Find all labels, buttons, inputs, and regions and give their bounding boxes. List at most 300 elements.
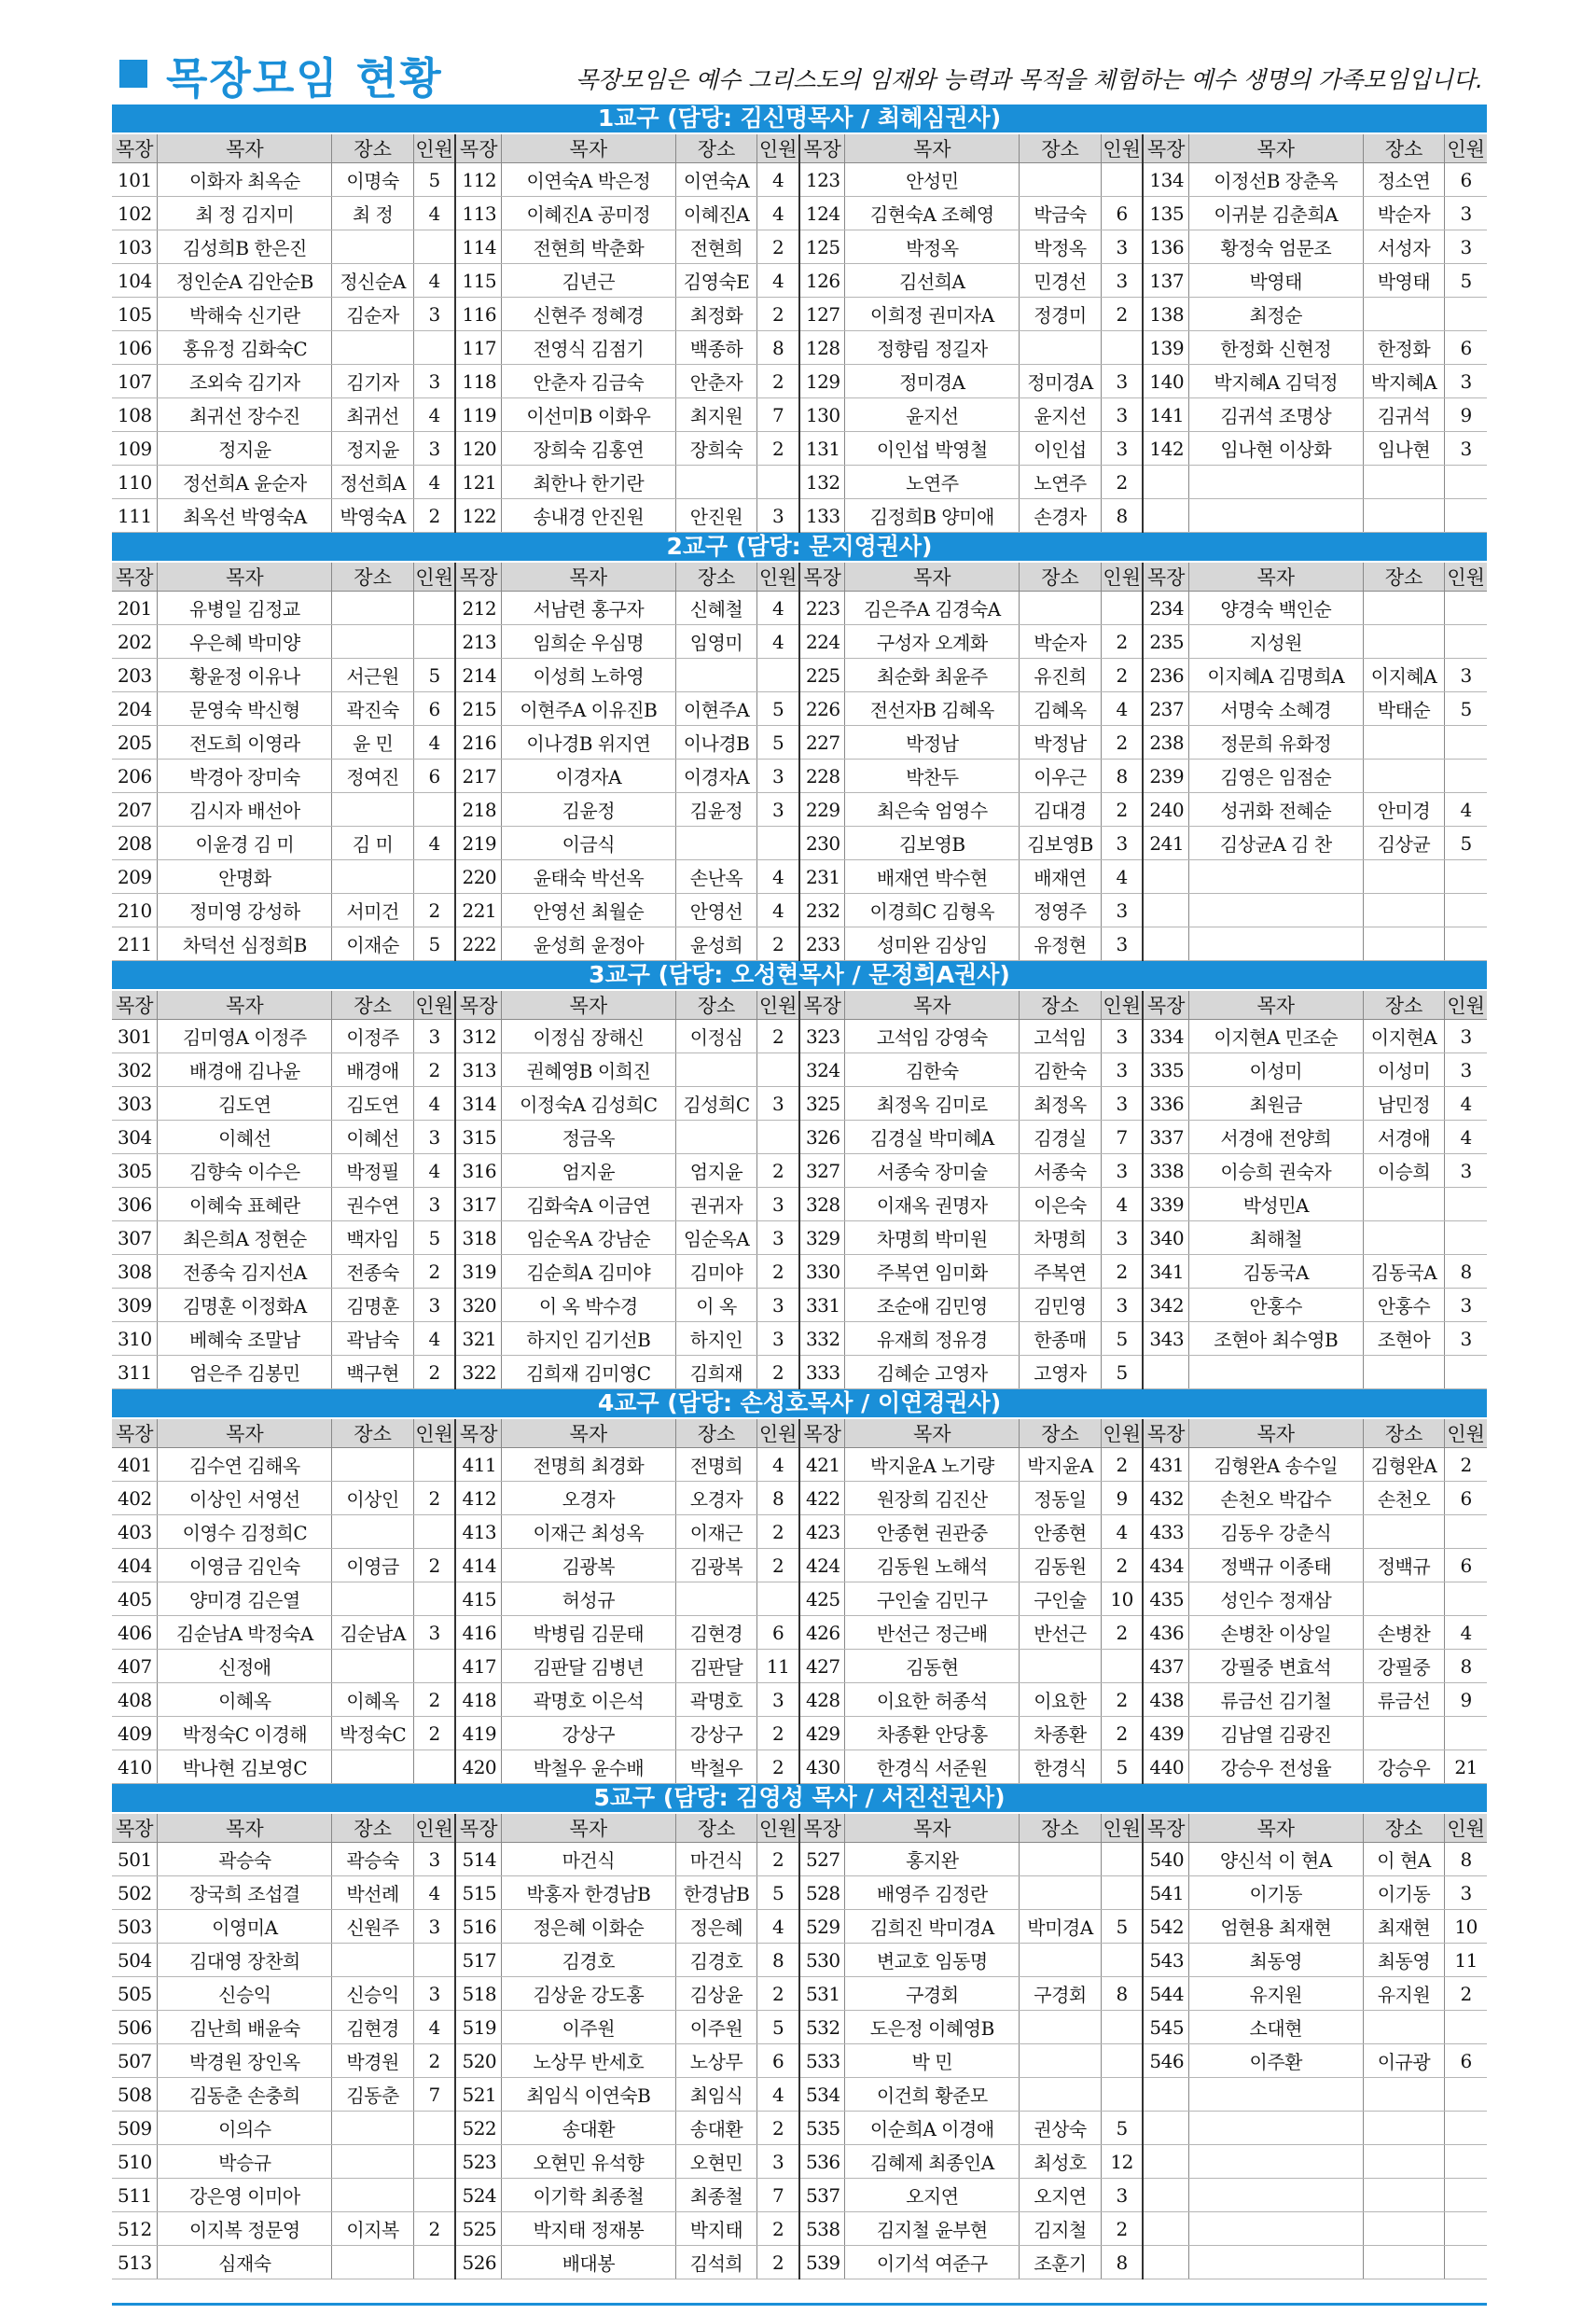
group-number: 531 bbox=[799, 1977, 845, 2011]
leader-names: 우은혜 박미양 bbox=[158, 625, 332, 659]
member-count: 4 bbox=[757, 625, 799, 659]
column-header: 목장 bbox=[799, 134, 845, 163]
leader-names: 박찬두 bbox=[845, 760, 1020, 793]
group-number: 110 bbox=[112, 466, 158, 499]
leader-names: 최귀선 장수진 bbox=[158, 398, 332, 432]
meeting-place: 김광복 bbox=[675, 1549, 757, 1582]
leader-names: 이성희 노하영 bbox=[501, 659, 675, 692]
meeting-place: 이은숙 bbox=[1020, 1188, 1102, 1221]
leader-names: 김상윤 강도홍 bbox=[501, 1977, 675, 2011]
meeting-place: 강상구 bbox=[675, 1717, 757, 1750]
table-row bbox=[112, 230, 1487, 264]
meeting-place: 박정남 bbox=[1020, 726, 1102, 760]
group-number: 241 bbox=[1143, 827, 1188, 860]
meeting-place: 남민정 bbox=[1363, 1087, 1445, 1121]
meeting-place: 이정심 bbox=[675, 1020, 757, 1053]
group-number: 416 bbox=[455, 1616, 501, 1650]
leader-names: 김동우 강춘식 bbox=[1188, 1515, 1363, 1549]
group-number: 519 bbox=[455, 2011, 501, 2044]
meeting-place: 조훈기 bbox=[1020, 2246, 1102, 2279]
leader-names: 손천오 박갑수 bbox=[1188, 1482, 1363, 1515]
leader-names: 정인순A 김안순B bbox=[158, 264, 332, 298]
group-number: 112 bbox=[455, 163, 501, 197]
group-number: 221 bbox=[455, 894, 501, 927]
meeting-place bbox=[332, 2145, 414, 2179]
column-header: 목장 bbox=[455, 134, 501, 163]
leader-names: 강은영 이미아 bbox=[158, 2179, 332, 2212]
meeting-place: 김지철 bbox=[1020, 2212, 1102, 2246]
meeting-place: 전종숙 bbox=[332, 1255, 414, 1289]
group-number: 432 bbox=[1143, 1482, 1188, 1515]
group-number bbox=[1143, 2246, 1188, 2279]
leader-names: 이정심 장해신 bbox=[501, 1020, 675, 1053]
parish-banner: 2교구 (담당: 문지영권사) bbox=[112, 533, 1487, 563]
parish-section bbox=[112, 1784, 1487, 2279]
member-count: 3 bbox=[1101, 264, 1143, 298]
member-count: 2 bbox=[757, 1750, 799, 1784]
leader-names bbox=[1188, 466, 1363, 499]
group-number: 411 bbox=[455, 1448, 501, 1482]
group-number: 216 bbox=[455, 726, 501, 760]
meeting-place: 박정필 bbox=[332, 1154, 414, 1188]
meeting-place: 노연주 bbox=[1020, 466, 1102, 499]
member-count: 2 bbox=[1101, 1448, 1143, 1482]
group-number: 422 bbox=[799, 1482, 845, 1515]
group-number: 239 bbox=[1143, 760, 1188, 793]
meeting-place: 정지윤 bbox=[332, 432, 414, 466]
group-number: 139 bbox=[1143, 331, 1188, 365]
member-count: 8 bbox=[1101, 499, 1143, 533]
meeting-place bbox=[332, 2179, 414, 2212]
member-count bbox=[1445, 1356, 1487, 1389]
group-number: 507 bbox=[112, 2044, 158, 2078]
leader-names: 안종현 권관중 bbox=[845, 1515, 1020, 1549]
leader-names: 안영선 최월순 bbox=[501, 894, 675, 927]
leader-names: 김순남A 박정숙A bbox=[158, 1616, 332, 1650]
leader-names: 박지태 정재봉 bbox=[501, 2212, 675, 2246]
member-count: 8 bbox=[1101, 1977, 1143, 2011]
member-count: 3 bbox=[413, 1289, 455, 1322]
leader-names: 노상무 반세호 bbox=[501, 2044, 675, 2078]
member-count: 2 bbox=[413, 1717, 455, 1750]
group-number: 213 bbox=[455, 625, 501, 659]
member-count: 2 bbox=[1101, 1616, 1143, 1650]
member-count: 6 bbox=[413, 692, 455, 726]
meeting-place bbox=[1363, 2179, 1445, 2212]
leader-names: 이혜선 bbox=[158, 1121, 332, 1154]
group-number: 401 bbox=[112, 1448, 158, 1482]
member-count: 2 bbox=[757, 1549, 799, 1582]
member-count: 4 bbox=[1445, 793, 1487, 827]
group-number: 312 bbox=[455, 1020, 501, 1053]
group-number: 111 bbox=[112, 499, 158, 533]
leader-names: 마건식 bbox=[501, 1843, 675, 1876]
meeting-place: 서근원 bbox=[332, 659, 414, 692]
leader-names: 김귀석 조명상 bbox=[1188, 398, 1363, 432]
member-count: 5 bbox=[1445, 692, 1487, 726]
table-header-row bbox=[112, 1419, 1487, 1448]
column-header: 목장 bbox=[1143, 1814, 1188, 1843]
table-row bbox=[112, 499, 1487, 533]
leader-names bbox=[1188, 2179, 1363, 2212]
leader-names: 이재옥 권명자 bbox=[845, 1188, 1020, 1221]
column-header: 인원 bbox=[1101, 563, 1143, 592]
group-number: 205 bbox=[112, 726, 158, 760]
group-number: 130 bbox=[799, 398, 845, 432]
group-number: 544 bbox=[1143, 1977, 1188, 2011]
member-count: 3 bbox=[1101, 432, 1143, 466]
group-number: 121 bbox=[455, 466, 501, 499]
table-row bbox=[112, 1356, 1487, 1389]
group-number: 113 bbox=[455, 197, 501, 230]
meeting-place bbox=[675, 827, 757, 860]
member-count: 3 bbox=[413, 298, 455, 331]
leader-names: 지성원 bbox=[1188, 625, 1363, 659]
meeting-place: 정백규 bbox=[1363, 1549, 1445, 1582]
group-number: 308 bbox=[112, 1255, 158, 1289]
leader-names: 이기학 최종철 bbox=[501, 2179, 675, 2212]
group-number: 527 bbox=[799, 1843, 845, 1876]
leader-names: 조순애 김민영 bbox=[845, 1289, 1020, 1322]
member-count: 3 bbox=[757, 1322, 799, 1356]
group-number bbox=[1143, 1356, 1188, 1389]
leader-names: 성인수 정재삼 bbox=[1188, 1582, 1363, 1616]
group-number: 220 bbox=[455, 860, 501, 894]
group-number: 209 bbox=[112, 860, 158, 894]
meeting-place bbox=[1363, 860, 1445, 894]
meeting-place: 이재근 bbox=[675, 1515, 757, 1549]
leader-names: 차명희 박미원 bbox=[845, 1221, 1020, 1255]
member-count bbox=[1101, 163, 1143, 197]
parish-section bbox=[112, 1389, 1487, 1784]
member-count bbox=[1445, 760, 1487, 793]
leader-names: 김한숙 bbox=[845, 1053, 1020, 1087]
leader-names: 오경자 bbox=[501, 1482, 675, 1515]
leader-names: 안명화 bbox=[158, 860, 332, 894]
group-number bbox=[1143, 860, 1188, 894]
member-count: 2 bbox=[757, 2246, 799, 2279]
member-count: 2 bbox=[757, 298, 799, 331]
meeting-place: 고석임 bbox=[1020, 1020, 1102, 1053]
meeting-place: 김경호 bbox=[675, 1944, 757, 1977]
meeting-place bbox=[1363, 1717, 1445, 1750]
member-count: 8 bbox=[757, 1944, 799, 1977]
table-row bbox=[112, 625, 1487, 659]
meeting-place: 윤지선 bbox=[1020, 398, 1102, 432]
column-header: 목자 bbox=[845, 1419, 1020, 1448]
column-header: 인원 bbox=[757, 134, 799, 163]
column-header: 인원 bbox=[757, 1814, 799, 1843]
column-header: 목자 bbox=[501, 991, 675, 1020]
column-header: 장소 bbox=[332, 134, 414, 163]
column-header: 인원 bbox=[1101, 1814, 1143, 1843]
table-row bbox=[112, 1221, 1487, 1255]
member-count bbox=[1445, 2011, 1487, 2044]
group-number: 522 bbox=[455, 2112, 501, 2145]
leader-names: 이정숙A 김성희C bbox=[501, 1087, 675, 1121]
meeting-place: 김도연 bbox=[332, 1087, 414, 1121]
member-count bbox=[1101, 2078, 1143, 2112]
group-number: 132 bbox=[799, 466, 845, 499]
meeting-place: 장희숙 bbox=[675, 432, 757, 466]
leader-names: 이재근 최성옥 bbox=[501, 1515, 675, 1549]
column-header: 장소 bbox=[1363, 991, 1445, 1020]
column-header: 장소 bbox=[1020, 1419, 1102, 1448]
leader-names bbox=[1188, 2246, 1363, 2279]
meeting-place bbox=[1020, 1650, 1102, 1683]
member-count: 3 bbox=[1101, 1053, 1143, 1087]
meeting-place bbox=[332, 1582, 414, 1616]
group-number: 431 bbox=[1143, 1448, 1188, 1482]
leader-names: 김동국A bbox=[1188, 1255, 1363, 1289]
group-number: 545 bbox=[1143, 2011, 1188, 2044]
leader-names: 이희정 권미자A bbox=[845, 298, 1020, 331]
group-number: 228 bbox=[799, 760, 845, 793]
table-row bbox=[112, 1876, 1487, 1910]
leader-names: 김선희A bbox=[845, 264, 1020, 298]
group-number: 439 bbox=[1143, 1717, 1188, 1750]
leader-names: 고석임 강영숙 bbox=[845, 1020, 1020, 1053]
member-count bbox=[1101, 1876, 1143, 1910]
member-count: 4 bbox=[757, 163, 799, 197]
leader-names: 김혜제 최종인A bbox=[845, 2145, 1020, 2179]
leader-names: 이귀분 김춘희A bbox=[1188, 197, 1363, 230]
meeting-place bbox=[675, 659, 757, 692]
member-count: 11 bbox=[757, 1650, 799, 1683]
group-number: 525 bbox=[455, 2212, 501, 2246]
member-count: 7 bbox=[757, 2179, 799, 2212]
meeting-place: 김형완A bbox=[1363, 1448, 1445, 1482]
leader-names: 홍지완 bbox=[845, 1843, 1020, 1876]
member-count: 2 bbox=[1101, 726, 1143, 760]
meeting-place bbox=[1363, 2212, 1445, 2246]
column-header: 장소 bbox=[332, 563, 414, 592]
member-count: 2 bbox=[413, 894, 455, 927]
member-count: 3 bbox=[757, 1221, 799, 1255]
group-number: 332 bbox=[799, 1322, 845, 1356]
member-count bbox=[413, 1650, 455, 1683]
member-count: 4 bbox=[757, 197, 799, 230]
meeting-place: 서미건 bbox=[332, 894, 414, 927]
column-header: 장소 bbox=[1363, 134, 1445, 163]
table-header-row bbox=[112, 134, 1487, 163]
table-row bbox=[112, 1020, 1487, 1053]
member-count: 2 bbox=[413, 1482, 455, 1515]
meeting-place: 한경식 bbox=[1020, 1750, 1102, 1784]
group-number: 124 bbox=[799, 197, 845, 230]
column-header: 장소 bbox=[1020, 1814, 1102, 1843]
member-count: 5 bbox=[413, 659, 455, 692]
meeting-place bbox=[1363, 2078, 1445, 2112]
member-count: 2 bbox=[1101, 793, 1143, 827]
meeting-place: 김석희 bbox=[675, 2246, 757, 2279]
table-row bbox=[112, 1910, 1487, 1944]
group-number: 520 bbox=[455, 2044, 501, 2078]
group-number: 530 bbox=[799, 1944, 845, 1977]
member-count bbox=[1445, 1188, 1487, 1221]
group-number: 232 bbox=[799, 894, 845, 927]
meeting-place bbox=[332, 1944, 414, 1977]
leader-names: 차덕선 심정희B bbox=[158, 927, 332, 961]
member-count: 4 bbox=[1101, 860, 1143, 894]
leader-names bbox=[1188, 2212, 1363, 2246]
page-header bbox=[112, 45, 1483, 110]
group-number: 329 bbox=[799, 1221, 845, 1255]
group-number: 319 bbox=[455, 1255, 501, 1289]
meeting-place: 김순자 bbox=[332, 298, 414, 331]
meeting-place: 정영주 bbox=[1020, 894, 1102, 927]
table-row bbox=[112, 927, 1487, 961]
group-number: 226 bbox=[799, 692, 845, 726]
group-number: 506 bbox=[112, 2011, 158, 2044]
meeting-place: 안종현 bbox=[1020, 1515, 1102, 1549]
group-number: 127 bbox=[799, 298, 845, 331]
meeting-place: 김동원 bbox=[1020, 1549, 1102, 1582]
member-count: 4 bbox=[413, 827, 455, 860]
meeting-place: 이주원 bbox=[675, 2011, 757, 2044]
member-count: 2 bbox=[413, 1356, 455, 1389]
meeting-place: 손난옥 bbox=[675, 860, 757, 894]
meeting-place bbox=[332, 1515, 414, 1549]
group-number: 109 bbox=[112, 432, 158, 466]
leader-names: 서경애 전양희 bbox=[1188, 1121, 1363, 1154]
member-count bbox=[1101, 2044, 1143, 2078]
leader-names: 이순희A 이경애 bbox=[845, 2112, 1020, 2145]
group-number: 311 bbox=[112, 1356, 158, 1389]
meeting-place: 김 미 bbox=[332, 827, 414, 860]
group-number: 238 bbox=[1143, 726, 1188, 760]
parish-table bbox=[112, 134, 1487, 533]
meeting-place: 이성미 bbox=[1363, 1053, 1445, 1087]
meeting-place: 유지원 bbox=[1363, 1977, 1445, 2011]
leader-names: 소대현 bbox=[1188, 2011, 1363, 2044]
meeting-place bbox=[332, 860, 414, 894]
group-number: 303 bbox=[112, 1087, 158, 1121]
member-count: 6 bbox=[1445, 1482, 1487, 1515]
meeting-place: 차종환 bbox=[1020, 1717, 1102, 1750]
group-number: 208 bbox=[112, 827, 158, 860]
leader-names: 배영주 김정란 bbox=[845, 1876, 1020, 1910]
parish-table bbox=[112, 1419, 1487, 1784]
leader-names: 노연주 bbox=[845, 466, 1020, 499]
group-number: 517 bbox=[455, 1944, 501, 1977]
column-header: 장소 bbox=[1363, 1814, 1445, 1843]
column-header: 목자 bbox=[1188, 1814, 1363, 1843]
member-count: 2 bbox=[757, 1255, 799, 1289]
member-count bbox=[1445, 1717, 1487, 1750]
group-number: 128 bbox=[799, 331, 845, 365]
group-number: 233 bbox=[799, 927, 845, 961]
group-number: 310 bbox=[112, 1322, 158, 1356]
member-count: 4 bbox=[757, 592, 799, 625]
leader-names: 이성미 bbox=[1188, 1053, 1363, 1087]
leader-names: 심재숙 bbox=[158, 2246, 332, 2279]
group-number: 117 bbox=[455, 331, 501, 365]
group-number: 326 bbox=[799, 1121, 845, 1154]
leader-names: 이나경B 위지연 bbox=[501, 726, 675, 760]
leader-names: 안홍수 bbox=[1188, 1289, 1363, 1322]
group-number: 515 bbox=[455, 1876, 501, 1910]
table-row bbox=[112, 827, 1487, 860]
member-count: 3 bbox=[413, 432, 455, 466]
group-number: 302 bbox=[112, 1053, 158, 1087]
leader-names: 박홍자 한경남B bbox=[501, 1876, 675, 1910]
leader-names: 김미영A 이정주 bbox=[158, 1020, 332, 1053]
meeting-place: 최정옥 bbox=[1020, 1087, 1102, 1121]
leader-names: 김년근 bbox=[501, 264, 675, 298]
member-count: 3 bbox=[1101, 1020, 1143, 1053]
group-number: 403 bbox=[112, 1515, 158, 1549]
column-header: 장소 bbox=[332, 1419, 414, 1448]
meeting-place: 오지연 bbox=[1020, 2179, 1102, 2212]
table-row bbox=[112, 2145, 1487, 2179]
member-count: 6 bbox=[413, 760, 455, 793]
group-number: 424 bbox=[799, 1549, 845, 1582]
member-count bbox=[1445, 625, 1487, 659]
group-number: 129 bbox=[799, 365, 845, 398]
leader-names: 베혜숙 조말남 bbox=[158, 1322, 332, 1356]
meeting-place bbox=[675, 1582, 757, 1616]
member-count: 2 bbox=[1101, 298, 1143, 331]
member-count: 6 bbox=[757, 2044, 799, 2078]
group-number: 502 bbox=[112, 1876, 158, 1910]
member-count: 2 bbox=[757, 1717, 799, 1750]
leader-names: 정백규 이종태 bbox=[1188, 1549, 1363, 1582]
meeting-place: 박금숙 bbox=[1020, 197, 1102, 230]
leader-names: 김현숙A 조혜영 bbox=[845, 197, 1020, 230]
group-number: 337 bbox=[1143, 1121, 1188, 1154]
leader-names: 최 정 김지미 bbox=[158, 197, 332, 230]
member-count bbox=[413, 2246, 455, 2279]
group-number: 516 bbox=[455, 1910, 501, 1944]
meeting-place: 최지원 bbox=[675, 398, 757, 432]
member-count: 3 bbox=[1445, 1876, 1487, 1910]
leader-names: 김광복 bbox=[501, 1549, 675, 1582]
table-header-row bbox=[112, 563, 1487, 592]
column-header: 인원 bbox=[1101, 134, 1143, 163]
meeting-place: 김영숙E bbox=[675, 264, 757, 298]
column-header: 인원 bbox=[413, 991, 455, 1020]
member-count: 8 bbox=[1101, 760, 1143, 793]
member-count: 3 bbox=[413, 1188, 455, 1221]
meeting-place: 권수연 bbox=[332, 1188, 414, 1221]
member-count: 3 bbox=[413, 1977, 455, 2011]
member-count bbox=[413, 1750, 455, 1784]
group-number: 407 bbox=[112, 1650, 158, 1683]
group-number: 315 bbox=[455, 1121, 501, 1154]
member-count bbox=[413, 793, 455, 827]
leader-names: 이건희 황준모 bbox=[845, 2078, 1020, 2112]
member-count: 5 bbox=[757, 1876, 799, 1910]
group-number: 215 bbox=[455, 692, 501, 726]
group-number: 133 bbox=[799, 499, 845, 533]
column-header: 장소 bbox=[675, 991, 757, 1020]
group-number: 120 bbox=[455, 432, 501, 466]
leader-names: 김은주A 김경숙A bbox=[845, 592, 1020, 625]
member-count: 4 bbox=[1445, 1121, 1487, 1154]
member-count: 2 bbox=[757, 1515, 799, 1549]
leader-names: 최정옥 김미로 bbox=[845, 1087, 1020, 1121]
leader-names: 김보영B bbox=[845, 827, 1020, 860]
group-number: 108 bbox=[112, 398, 158, 432]
leader-names: 이기석 여준구 bbox=[845, 2246, 1020, 2279]
member-count: 2 bbox=[1445, 1977, 1487, 2011]
meeting-place: 김대경 bbox=[1020, 793, 1102, 827]
meeting-place: 안미경 bbox=[1363, 793, 1445, 827]
meeting-place: 조현아 bbox=[1363, 1322, 1445, 1356]
group-number: 543 bbox=[1143, 1944, 1188, 1977]
meeting-place bbox=[675, 466, 757, 499]
